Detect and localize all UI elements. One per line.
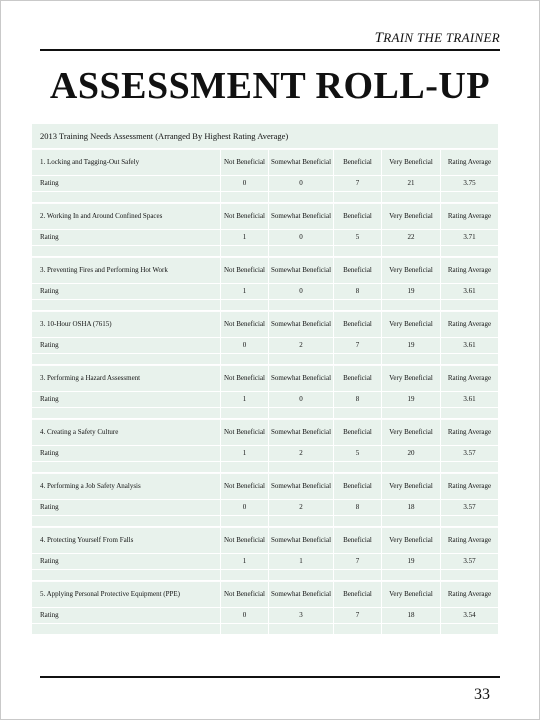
empty-cell bbox=[334, 192, 382, 203]
empty-cell bbox=[269, 192, 334, 203]
empty-cell bbox=[221, 354, 269, 365]
column-header: Very Beneficial bbox=[382, 474, 441, 500]
rating-row bbox=[32, 500, 498, 516]
spacer-row bbox=[32, 354, 498, 365]
rating-label: Rating bbox=[32, 500, 221, 516]
column-header: Beneficial bbox=[334, 582, 382, 608]
empty-cell bbox=[382, 246, 441, 257]
assessment-table bbox=[32, 124, 498, 635]
rating-value: 3.71 bbox=[441, 230, 498, 246]
empty-cell bbox=[382, 624, 441, 635]
rating-value: 3.75 bbox=[441, 176, 498, 192]
rating-value: 19 bbox=[382, 284, 441, 300]
rating-row bbox=[32, 392, 498, 408]
rating-value: 22 bbox=[382, 230, 441, 246]
rating-value: 0 bbox=[221, 176, 269, 192]
column-header: Somewhat Beneficial bbox=[269, 258, 334, 284]
column-header: Rating Average bbox=[441, 366, 498, 392]
empty-cell bbox=[334, 300, 382, 311]
column-header: Somewhat Beneficial bbox=[269, 528, 334, 554]
rating-value: 5 bbox=[334, 230, 382, 246]
topic-header-row bbox=[32, 258, 498, 284]
empty-cell bbox=[221, 624, 269, 635]
topic-name: 4. Performing a Job Safety Analysis bbox=[32, 474, 221, 500]
rating-value: 3.57 bbox=[441, 446, 498, 462]
empty-cell bbox=[441, 354, 498, 365]
column-header: Rating Average bbox=[441, 474, 498, 500]
page-title: ASSESSMENT ROLL-UP bbox=[49, 65, 491, 107]
column-header: Rating Average bbox=[441, 204, 498, 230]
rating-value: 1 bbox=[221, 284, 269, 300]
column-header: Somewhat Beneficial bbox=[269, 420, 334, 446]
topic-block bbox=[32, 257, 498, 311]
topic-header-row bbox=[32, 528, 498, 554]
rating-value: 1 bbox=[221, 230, 269, 246]
column-header: Somewhat Beneficial bbox=[269, 312, 334, 338]
rating-value: 0 bbox=[221, 608, 269, 624]
empty-cell bbox=[382, 570, 441, 581]
rating-value: 21 bbox=[382, 176, 441, 192]
empty-cell bbox=[382, 462, 441, 473]
column-header: Somewhat Beneficial bbox=[269, 150, 334, 176]
rating-value: 18 bbox=[382, 608, 441, 624]
empty-cell bbox=[32, 462, 221, 473]
empty-cell bbox=[32, 624, 221, 635]
rating-label: Rating bbox=[32, 284, 221, 300]
rating-value: 3.61 bbox=[441, 338, 498, 354]
rating-value: 18 bbox=[382, 500, 441, 516]
empty-cell bbox=[382, 408, 441, 419]
column-header: Beneficial bbox=[334, 366, 382, 392]
rating-row bbox=[32, 338, 498, 354]
rating-label: Rating bbox=[32, 554, 221, 570]
empty-cell bbox=[334, 462, 382, 473]
rating-label: Rating bbox=[32, 230, 221, 246]
rating-label: Rating bbox=[32, 176, 221, 192]
empty-cell bbox=[269, 624, 334, 635]
topic-name: 5. Applying Personal Protective Equipment (PPE) bbox=[32, 582, 221, 608]
empty-cell bbox=[269, 462, 334, 473]
empty-cell bbox=[32, 192, 221, 203]
header-rule bbox=[40, 49, 500, 51]
running-header bbox=[40, 30, 500, 47]
spacer-row bbox=[32, 246, 498, 257]
empty-cell bbox=[32, 246, 221, 257]
rating-value: 1 bbox=[269, 554, 334, 570]
empty-cell bbox=[269, 516, 334, 527]
spacer-row bbox=[32, 408, 498, 419]
empty-cell bbox=[269, 354, 334, 365]
topic-block bbox=[32, 365, 498, 419]
column-header: Beneficial bbox=[334, 474, 382, 500]
empty-cell bbox=[221, 192, 269, 203]
column-header: Beneficial bbox=[334, 258, 382, 284]
column-header: Somewhat Beneficial bbox=[269, 582, 334, 608]
rating-value: 3.61 bbox=[441, 392, 498, 408]
rating-value: 8 bbox=[334, 392, 382, 408]
rating-value: 2 bbox=[269, 500, 334, 516]
spacer-row bbox=[32, 192, 498, 203]
column-header: Rating Average bbox=[441, 258, 498, 284]
rating-value: 20 bbox=[382, 446, 441, 462]
column-header: Beneficial bbox=[334, 204, 382, 230]
column-header: Very Beneficial bbox=[382, 204, 441, 230]
topic-block bbox=[32, 581, 498, 635]
topic-name: 4. Creating a Safety Culture bbox=[32, 420, 221, 446]
column-header: Rating Average bbox=[441, 312, 498, 338]
empty-cell bbox=[32, 354, 221, 365]
footer-rule bbox=[40, 676, 500, 678]
spacer-row bbox=[32, 300, 498, 311]
empty-cell bbox=[382, 354, 441, 365]
column-header: Very Beneficial bbox=[382, 528, 441, 554]
empty-cell bbox=[441, 246, 498, 257]
column-header: Not Beneficial bbox=[221, 420, 269, 446]
rating-row bbox=[32, 554, 498, 570]
empty-cell bbox=[32, 408, 221, 419]
rating-label: Rating bbox=[32, 446, 221, 462]
rating-label: Rating bbox=[32, 338, 221, 354]
empty-cell bbox=[32, 300, 221, 311]
column-header: Not Beneficial bbox=[221, 150, 269, 176]
spacer-row bbox=[32, 462, 498, 473]
empty-cell bbox=[441, 624, 498, 635]
rating-label: Rating bbox=[32, 608, 221, 624]
topic-name: 3. Preventing Fires and Performing Hot Work bbox=[32, 258, 221, 284]
rating-value: 0 bbox=[269, 176, 334, 192]
header-initial: T bbox=[374, 30, 384, 46]
rating-value: 5 bbox=[334, 446, 382, 462]
empty-cell bbox=[221, 300, 269, 311]
rating-value: 7 bbox=[334, 338, 382, 354]
rating-value: 8 bbox=[334, 284, 382, 300]
empty-cell bbox=[334, 408, 382, 419]
rating-value: 0 bbox=[269, 230, 334, 246]
empty-cell bbox=[441, 408, 498, 419]
topic-header-row bbox=[32, 366, 498, 392]
column-header: Somewhat Beneficial bbox=[269, 474, 334, 500]
topic-header-row bbox=[32, 420, 498, 446]
column-header: Somewhat Beneficial bbox=[269, 366, 334, 392]
spacer-row bbox=[32, 516, 498, 527]
column-header: Very Beneficial bbox=[382, 420, 441, 446]
column-header: Not Beneficial bbox=[221, 312, 269, 338]
column-header: Very Beneficial bbox=[382, 150, 441, 176]
column-header: Very Beneficial bbox=[382, 312, 441, 338]
topic-block bbox=[32, 527, 498, 581]
column-header: Not Beneficial bbox=[221, 474, 269, 500]
topic-header-row bbox=[32, 474, 498, 500]
column-header: Not Beneficial bbox=[221, 528, 269, 554]
rating-value: 1 bbox=[221, 392, 269, 408]
empty-cell bbox=[334, 516, 382, 527]
rating-row bbox=[32, 176, 498, 192]
empty-cell bbox=[221, 246, 269, 257]
empty-cell bbox=[334, 246, 382, 257]
topic-header-row bbox=[32, 150, 498, 176]
spacer-row bbox=[32, 570, 498, 581]
spacer-row bbox=[32, 624, 498, 635]
topic-name: 2. Working In and Around Confined Spaces bbox=[32, 204, 221, 230]
column-header: Beneficial bbox=[334, 528, 382, 554]
column-header: Very Beneficial bbox=[382, 258, 441, 284]
empty-cell bbox=[269, 408, 334, 419]
topic-name: 3. 10-Hour OSHA (7615) bbox=[32, 312, 221, 338]
empty-cell bbox=[269, 300, 334, 311]
column-header: Rating Average bbox=[441, 528, 498, 554]
rating-label: Rating bbox=[32, 392, 221, 408]
column-header: Not Beneficial bbox=[221, 258, 269, 284]
table-caption: 2013 Training Needs Assessment (Arranged By Highest Rating Average) bbox=[32, 124, 498, 149]
topic-header-row bbox=[32, 204, 498, 230]
empty-cell bbox=[221, 570, 269, 581]
topic-name: 3. Performing a Hazard Assessment bbox=[32, 366, 221, 392]
topic-block bbox=[32, 149, 498, 203]
rating-value: 19 bbox=[382, 554, 441, 570]
rating-value: 3.54 bbox=[441, 608, 498, 624]
empty-cell bbox=[441, 300, 498, 311]
empty-cell bbox=[32, 516, 221, 527]
header-text: RAIN THE TRAINER bbox=[383, 30, 500, 45]
rating-row bbox=[32, 230, 498, 246]
rating-value: 3.61 bbox=[441, 284, 498, 300]
empty-cell bbox=[334, 624, 382, 635]
column-header: Beneficial bbox=[334, 312, 382, 338]
topic-header-row bbox=[32, 312, 498, 338]
rating-value: 1 bbox=[221, 554, 269, 570]
empty-cell bbox=[441, 192, 498, 203]
rating-value: 2 bbox=[269, 446, 334, 462]
empty-cell bbox=[382, 516, 441, 527]
rating-value: 0 bbox=[221, 338, 269, 354]
rating-value: 3.57 bbox=[441, 554, 498, 570]
topic-block bbox=[32, 311, 498, 365]
rating-value: 0 bbox=[221, 500, 269, 516]
rating-value: 0 bbox=[269, 392, 334, 408]
empty-cell bbox=[382, 192, 441, 203]
empty-cell bbox=[382, 300, 441, 311]
column-header: Very Beneficial bbox=[382, 582, 441, 608]
topic-block bbox=[32, 203, 498, 257]
column-header: Somewhat Beneficial bbox=[269, 204, 334, 230]
column-header: Not Beneficial bbox=[221, 366, 269, 392]
empty-cell bbox=[441, 462, 498, 473]
rating-value: 0 bbox=[269, 284, 334, 300]
rating-row bbox=[32, 608, 498, 624]
rating-value: 1 bbox=[221, 446, 269, 462]
column-header: Very Beneficial bbox=[382, 366, 441, 392]
column-header: Not Beneficial bbox=[221, 582, 269, 608]
rating-value: 3.57 bbox=[441, 500, 498, 516]
empty-cell bbox=[32, 570, 221, 581]
rating-row bbox=[32, 284, 498, 300]
rating-value: 8 bbox=[334, 500, 382, 516]
empty-cell bbox=[269, 570, 334, 581]
topic-block bbox=[32, 473, 498, 527]
column-header: Beneficial bbox=[334, 420, 382, 446]
empty-cell bbox=[441, 516, 498, 527]
rating-value: 19 bbox=[382, 338, 441, 354]
empty-cell bbox=[221, 516, 269, 527]
rating-value: 3 bbox=[269, 608, 334, 624]
column-header: Not Beneficial bbox=[221, 204, 269, 230]
rating-value: 19 bbox=[382, 392, 441, 408]
column-header: Rating Average bbox=[441, 582, 498, 608]
empty-cell bbox=[221, 462, 269, 473]
empty-cell bbox=[334, 570, 382, 581]
column-header: Beneficial bbox=[334, 150, 382, 176]
rating-value: 2 bbox=[269, 338, 334, 354]
page-number: 33 bbox=[474, 686, 490, 703]
empty-cell bbox=[269, 246, 334, 257]
rating-row bbox=[32, 446, 498, 462]
topic-name: 4. Protecting Yourself From Falls bbox=[32, 528, 221, 554]
rating-value: 7 bbox=[334, 554, 382, 570]
empty-cell bbox=[334, 354, 382, 365]
rating-value: 7 bbox=[334, 608, 382, 624]
topic-block bbox=[32, 419, 498, 473]
column-header: Rating Average bbox=[441, 420, 498, 446]
topic-name: 1. Locking and Tagging-Out Safely bbox=[32, 150, 221, 176]
topic-header-row bbox=[32, 582, 498, 608]
empty-cell bbox=[221, 408, 269, 419]
rating-value: 7 bbox=[334, 176, 382, 192]
empty-cell bbox=[441, 570, 498, 581]
column-header: Rating Average bbox=[441, 150, 498, 176]
